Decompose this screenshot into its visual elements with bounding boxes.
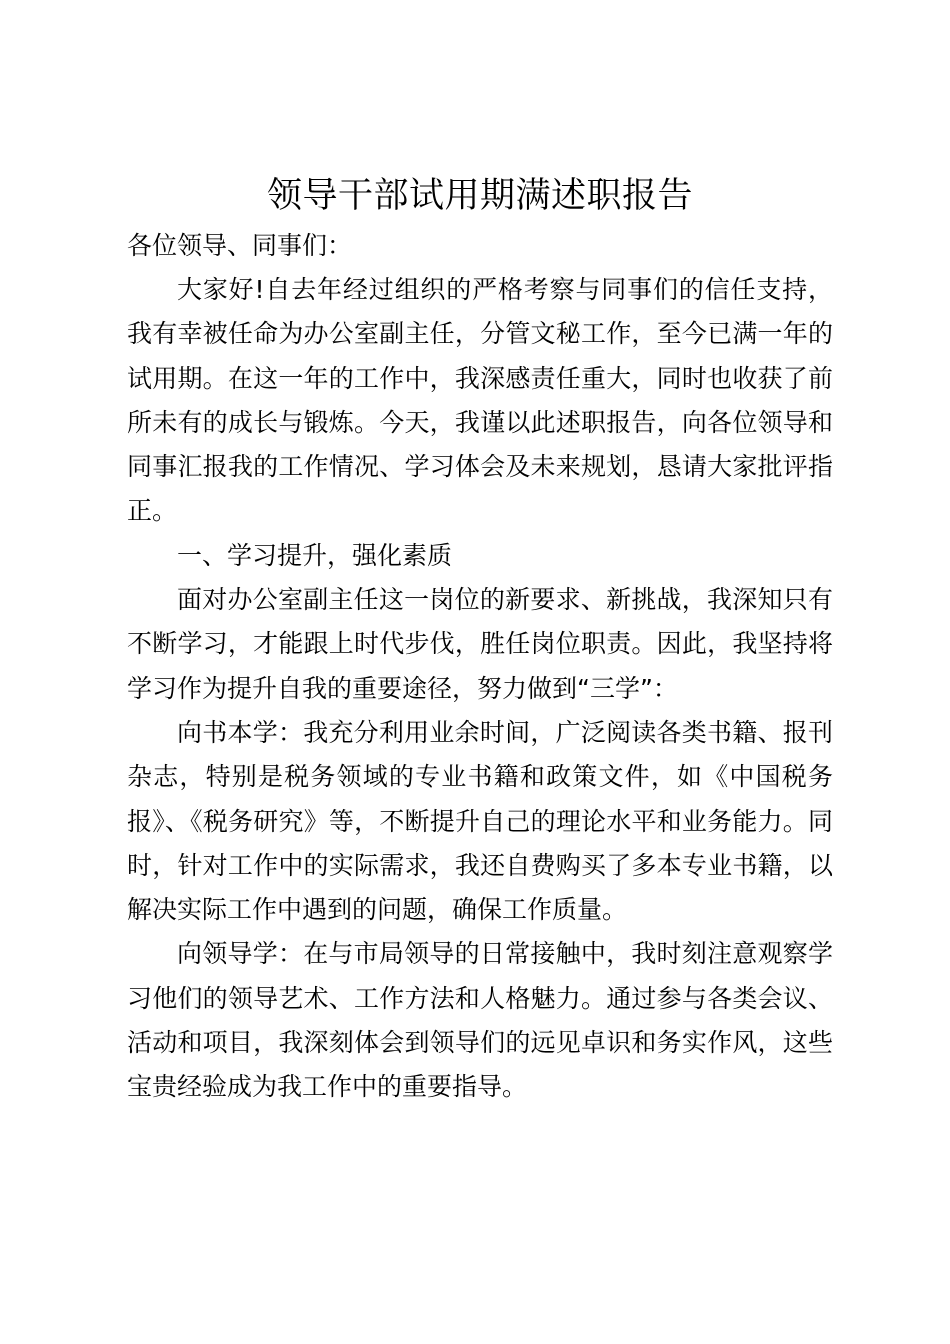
salutation: 各位领导、同事们： — [127, 231, 353, 260]
paragraph-leaders: 向领导学：在与市局领导的日常接触中，我时刻注意观察学习他们的领导艺术、工作方法和人格魅力。通过参与各类会议、活动和项目，我深刻体会到领导们的远见卓识和务实作风，这些宝贵经验成为我工作中的重要指导。 — [127, 939, 833, 1102]
document-page — [127, 168, 833, 1110]
document-title: 领导干部试用期满述职报告 — [266, 176, 693, 216]
paragraph-intro: 大家好!自去年经过组织的严格考察与同事们的信任支持，我有幸被任命为办公室副主任，分管文秘工作，至今已满一年的试用期。在这一年的工作中，我深感责任重大，同时也收获了前所未有的成长与锻炼。今天，我谨以此述职报告，向各位领导和同事汇报我的工作情况、学习体会及未来规划，恳请大家批评指正。 — [127, 275, 833, 526]
section-heading-1: 一、学习提升，强化素质 — [177, 540, 453, 570]
paragraph-learning: 面对办公室副主任这一岗位的新要求、新挑战，我深知只有不断学习，才能跟上时代步伐，胜任岗位职责。因此，我坚持将学习作为提升自我的重要途径，努力做到“三学”： — [127, 585, 833, 703]
paragraph-books: 向书本学：我充分利用业余时间，广泛阅读各类书籍、报刊杂志，特别是税务领域的专业书籍和政策文件，如《中国税务报》、《税务研究》等，不断提升自己的理论水平和业务能力。同时，针对工作中的实际需求，我还自费购买了多本专业书籍，以解决实际工作中遇到的问题，确保工作质量。 — [127, 717, 833, 925]
